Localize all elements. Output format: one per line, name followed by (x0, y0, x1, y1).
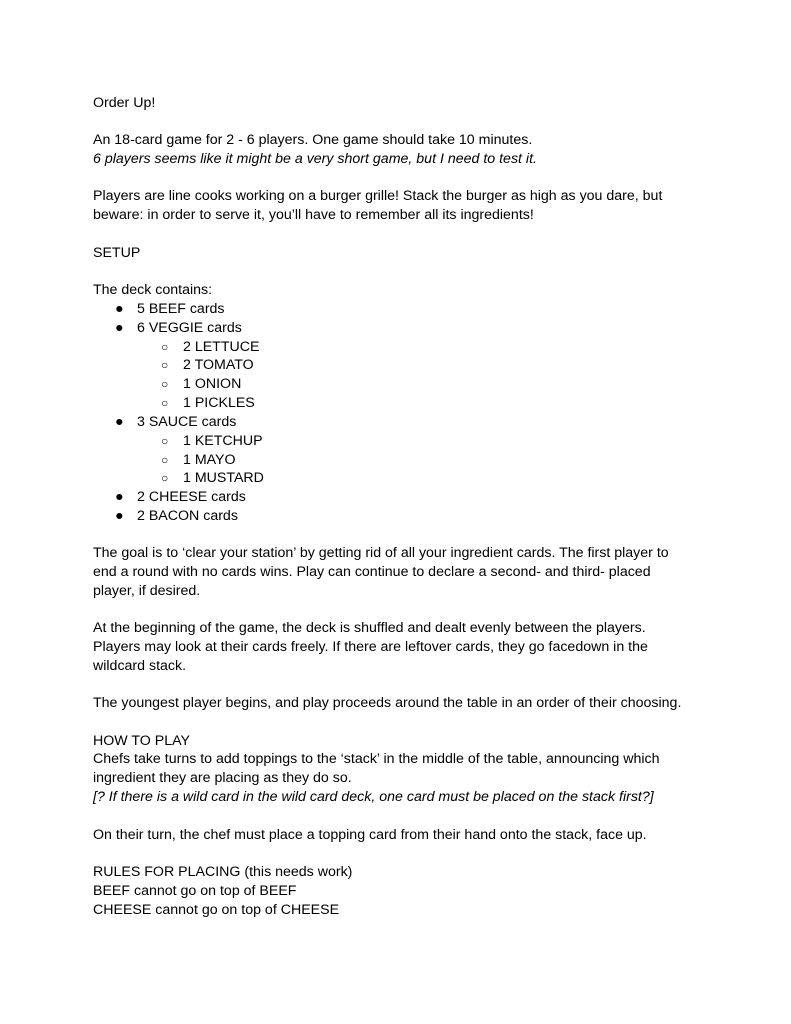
goal-line-2: end a round with no cards wins. Play can continue to declare a second- and third- placed (93, 564, 651, 580)
sub-bullet-icon: ○ (161, 434, 169, 448)
sub-bullet-icon: ○ (161, 453, 169, 467)
premise-line-2: beware: in order to serve it, you’ll have to remember all its ingredients! (93, 207, 534, 223)
veggie-sub-item: ○ 2 TOMATO (161, 357, 254, 373)
sub-bullet-icon: ○ (161, 340, 169, 354)
sauce-sub-item: ○ 1 MUSTARD (161, 470, 264, 486)
goal-line-1: The goal is to ‘clear your station’ by getting rid of all your ingredient cards. The first player to (93, 545, 669, 561)
deck-item-veggie: ● 6 VEGGIE cards (115, 320, 242, 336)
deck-intro: The deck contains: (93, 282, 213, 298)
sub-bullet-icon: ○ (161, 396, 169, 410)
deal-line-3: wildcard stack. (93, 658, 187, 674)
deck-item-cheese: ● 2 CHEESE cards (115, 489, 246, 505)
rule-item: BEEF cannot go on top of BEEF (93, 883, 297, 899)
rules-heading: RULES FOR PLACING (this needs work) (93, 864, 353, 880)
veggie-sub-item: ○ 2 LETTUCE (161, 339, 260, 355)
bullet-icon: ● (115, 320, 124, 336)
document-title: Order Up! (93, 95, 156, 111)
bullet-icon: ● (115, 489, 124, 505)
sauce-sub-item: ○ 1 KETCHUP (161, 433, 263, 449)
deck-item-beef: ● 5 BEEF cards (115, 301, 225, 317)
deal-line-1: At the beginning of the game, the deck is shuffled and dealt evenly between the players. (93, 620, 646, 636)
setup-heading: SETUP (93, 245, 141, 261)
how-to-play-note: [? If there is a wild card in the wild card deck, one card must be placed on the stack first?] (93, 789, 654, 805)
deck-item-bacon: ● 2 BACON cards (115, 508, 238, 524)
sub-bullet-icon: ○ (161, 471, 169, 485)
turn-text: On their turn, the chef must place a topping card from their hand onto the stack, face up. (93, 827, 647, 843)
bullet-icon: ● (115, 508, 124, 524)
bullet-icon: ● (115, 414, 124, 430)
sub-bullet-icon: ○ (161, 358, 169, 372)
sub-bullet-icon: ○ (161, 377, 169, 391)
bullet-icon: ● (115, 301, 124, 317)
deck-item-sauce: ● 3 SAUCE cards (115, 414, 237, 430)
rule-item: CHEESE cannot go on top of CHEESE (93, 902, 340, 918)
veggie-sub-item: ○ 1 PICKLES (161, 395, 255, 411)
sauce-sub-item: ○ 1 MAYO (161, 452, 236, 468)
intro-note: 6 players seems like it might be a very short game, but I need to test it. (93, 151, 537, 167)
deal-line-2: Players may look at their cards freely. If there are leftover cards, they go facedown in the (93, 639, 648, 655)
how-to-play-heading: HOW TO PLAY (93, 733, 190, 749)
how-to-play-line-1: Chefs take turns to add toppings to the ‘stack’ in the middle of the table, announcing which (93, 751, 660, 767)
goal-line-3: player, if desired. (93, 583, 201, 599)
intro-text: An 18-card game for 2 - 6 players. One game should take 10 minutes. (93, 132, 533, 148)
how-to-play-line-2: ingredient they are placing as they do so. (93, 770, 352, 786)
veggie-sub-item: ○ 1 ONION (161, 376, 242, 392)
order-text: The youngest player begins, and play proceeds around the table in an order of their choosing. (93, 695, 682, 711)
premise-line-1: Players are line cooks working on a burger grille! Stack the burger as high as you dare, but (93, 188, 663, 204)
